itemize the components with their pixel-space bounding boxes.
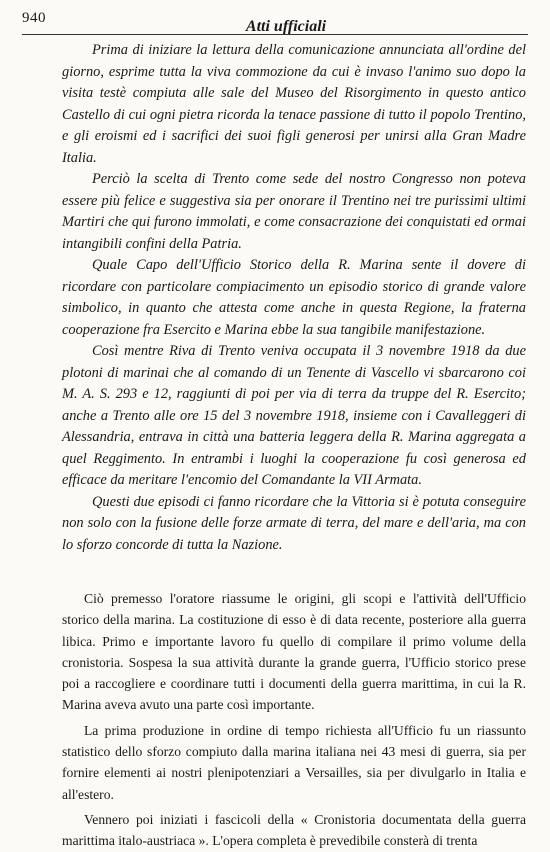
roman-paragraph-1: Ciò premesso l'oratore riassume le origini, gli scopi e l'attività dell'Ufficio storico della marina. La costituzione di esso è di data recente, posteriore alla guerra libica. Primo e importante lavoro fu quello di compilare il primo volume della cronistoria. Sospesa la sua attività durante la grande guerra, l'Ufficio storico prese poi a raccogliere e coordinare tutti i documenti della guerra marittima, in cui la R. Marina aveva avuto una parte così importante. — [62, 591, 526, 713]
running-header — [40, 8, 532, 35]
roman-paragraph-3: Vennero poi iniziati i fascicoli della « Cronistoria documentata della guerra marittima italo-austriaca ». L'opera completa è prevedibile consterà di trenta — [62, 811, 526, 849]
header-rule — [22, 34, 528, 35]
italic-paragraph-5: Questi due episodi ci fanno ricordare che la Vittoria si è potuta conseguire non solo con la fusione delle forze armate di terra, del mare e dell'aria, ma con lo sforzo concorde di tutta la Nazione. — [62, 493, 526, 553]
italic-paragraph-4: Così mentre Riva di Trento veniva occupata il 3 novembre 1918 da due plotoni di marinai che al comando di un Tenente di Vascello vi sbarcarono coi M. A. S. 293 e 12, raggiunti di poi per via di terra da truppe del R. Esercito; anche a Trento alle ore 15 del 3 novembre 1918, insieme con i Cavalleggeri di Alessandria, entrava in città una batteria leggera della R. Marina aggregata a quel Reggimento. In entrambi i luoghi la cooperazione fu così generosa ed efficace da meritare l'encomio del Comandante la VII Armata. — [62, 343, 526, 488]
italic-paragraph-3: Quale Capo dell'Ufficio Storico della R. Marina sente il dovere di ricordare con particolare compiacimento un episodio storico di grande valore simbolico, in quanto che attesta come anche in questa Regione, la fraterna cooperazione fra Esercito e Marina ebbe la sua tangibile manifestazione. — [62, 257, 526, 338]
italic-paragraph-1: Prima di iniziare la lettura della comunicazione annunciata all'ordine del giorno, esprime tutta la viva commozione da cui è invaso l'animo suo dopo la visita testè compiuta alle sale del Museo del Risorgimento in questo antico Castello di cui ogni pietra ricorda la tenace passione di tutto il popolo Trentino, e gli eroismi ed i sacrifici dei suoi figli generosi per unirsi alla Gran Madre Italia. — [62, 42, 526, 166]
page-number: 940 — [22, 10, 46, 26]
italic-paragraph-2: Perciò la scelta di Trento come sede del nostro Congresso non poteva essere più felice e suggestiva sia per onorare il Trentino nei tre purissimi ultimi Martiri che qui furono immolati, e come consacrazione dei conquistati ed ormai intangibili confini della Patria. — [62, 171, 526, 252]
roman-section — [62, 588, 526, 852]
running-title: Atti ufficiali — [245, 18, 327, 35]
italic-section — [62, 40, 526, 556]
roman-paragraph-2: La prima produzione in ordine di tempo richiesta all'Ufficio fu un riassunto statistico dello sforzo compiuto dalla marina italiana nei 43 mesi di guerra, sia per fornire elementi ai nostri plenipotenziari a Versailles, sia per divulgarlo in Italia e all'estero. — [62, 722, 526, 802]
